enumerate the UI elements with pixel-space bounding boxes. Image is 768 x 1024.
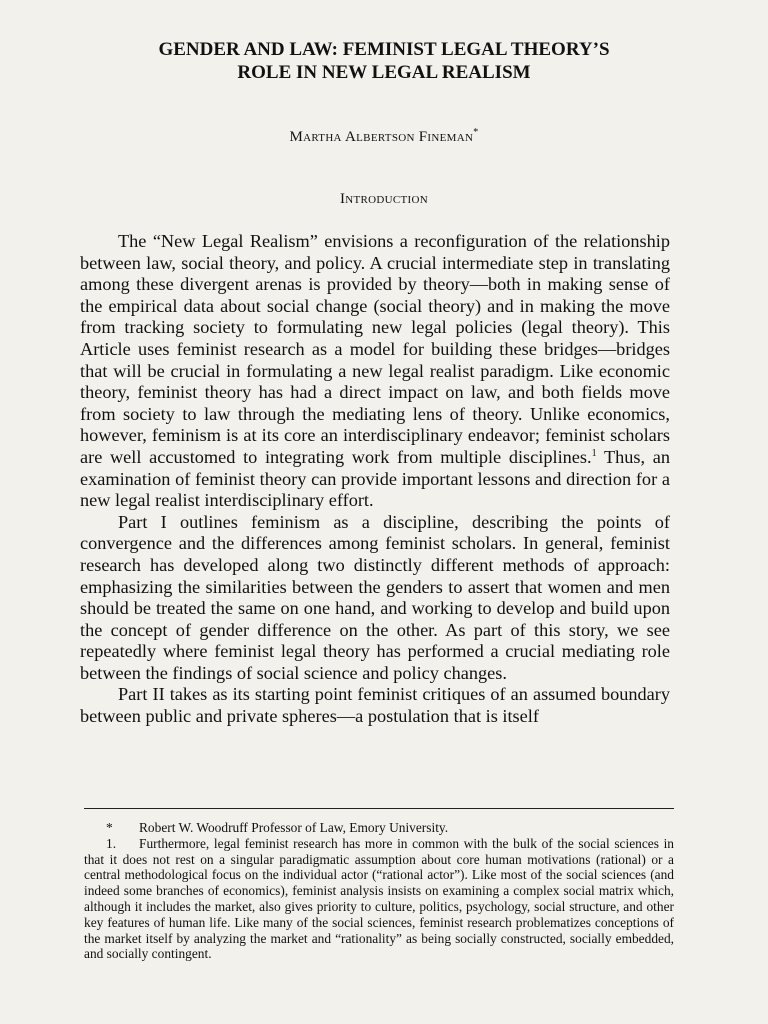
paragraph-1 <box>80 231 670 512</box>
footnotes <box>84 820 674 962</box>
footnote-star-mark: * <box>106 820 113 835</box>
footnote-ref-1: 1 <box>591 447 597 459</box>
body-text <box>80 231 670 728</box>
footnote-divider <box>84 808 674 809</box>
paragraph-1-part-1: The “New Legal Realism” envisions a reconfiguration of the relationship between law, social theory, and policy. A crucial intermediate step in translating among these divergent arenas is provided by theory—both in making sense of the empirical data about social change (social theory) and in making the move from tracking society to formulating new legal policies (legal theory). This Article uses feminist research as a model for building these bridges—bridges that will be crucial in formulating a new legal realist paradigm. Like economic theory, feminist theory has had a direct impact on law, and both fields move from society to law through the mediating lens of theory. Unlike economics, however, feminism is at its core an interdisciplinary endeavor; feminist scholars are well accustomed to integrating work from multiple disciplines. <box>80 231 670 467</box>
footnote-1 <box>84 836 674 962</box>
author-name: Martha Albertson Fineman <box>289 129 474 145</box>
title-line-1: GENDER AND LAW: FEMINIST LEGAL THEORY’S <box>158 39 610 60</box>
footnote-star <box>84 820 674 836</box>
article-title <box>0 38 768 84</box>
footnote-1-mark: 1. <box>106 835 117 851</box>
paragraph-2: Part I outlines feminism as a discipline, describing the points of convergence and the differences among feminist scholars. In general, feminist research has developed along two distinctly different methods of approach: emphasizing the similarities between the genders to assert that women and men should be treated the same on one hand, and working to develop and build upon the concept of gender difference on the other. As part of this story, we see repeatedly where feminist legal theory has performed a crucial mediating role between the findings of social science and policy changes. <box>80 511 670 683</box>
paragraph-1-part-2: Thus, an examination of feminist theory can provide important lessons and direction for a new legal realist interdisciplinary effort. <box>80 446 670 511</box>
footnote-1-text: Furthermore, legal feminist research has more in common with the bulk of the social sciences in that it does not rest on a singular paradigmatic assumption about core human motivations (rational) or a central methodological focus on the individual actor (“rational actor”). Like most of the social sciences (and indeed some branches of economics), feminist analysis insists on examining a complex social matrix which, although it includes the market, also gives priority to culture, politics, psychology, social structure, and other key features of human life. Like many of the social sciences, feminist research problematizes conceptions of the market itself by analyzing the market and “rationality” as being socially constructed, socially embedded, and socially contingent. <box>84 835 674 962</box>
footnote-star-text: Robert W. Woodruff Professor of Law, Emory University. <box>139 820 449 835</box>
title-line-2: ROLE IN NEW LEGAL REALISM <box>237 62 531 83</box>
author-line <box>0 127 768 146</box>
paragraph-3: Part II takes as its starting point feminist critiques of an assumed boundary between public and private spheres—a postulation that is itself <box>80 684 670 727</box>
section-heading: Introduction <box>339 191 429 207</box>
author-footnote-mark: * <box>473 127 479 138</box>
